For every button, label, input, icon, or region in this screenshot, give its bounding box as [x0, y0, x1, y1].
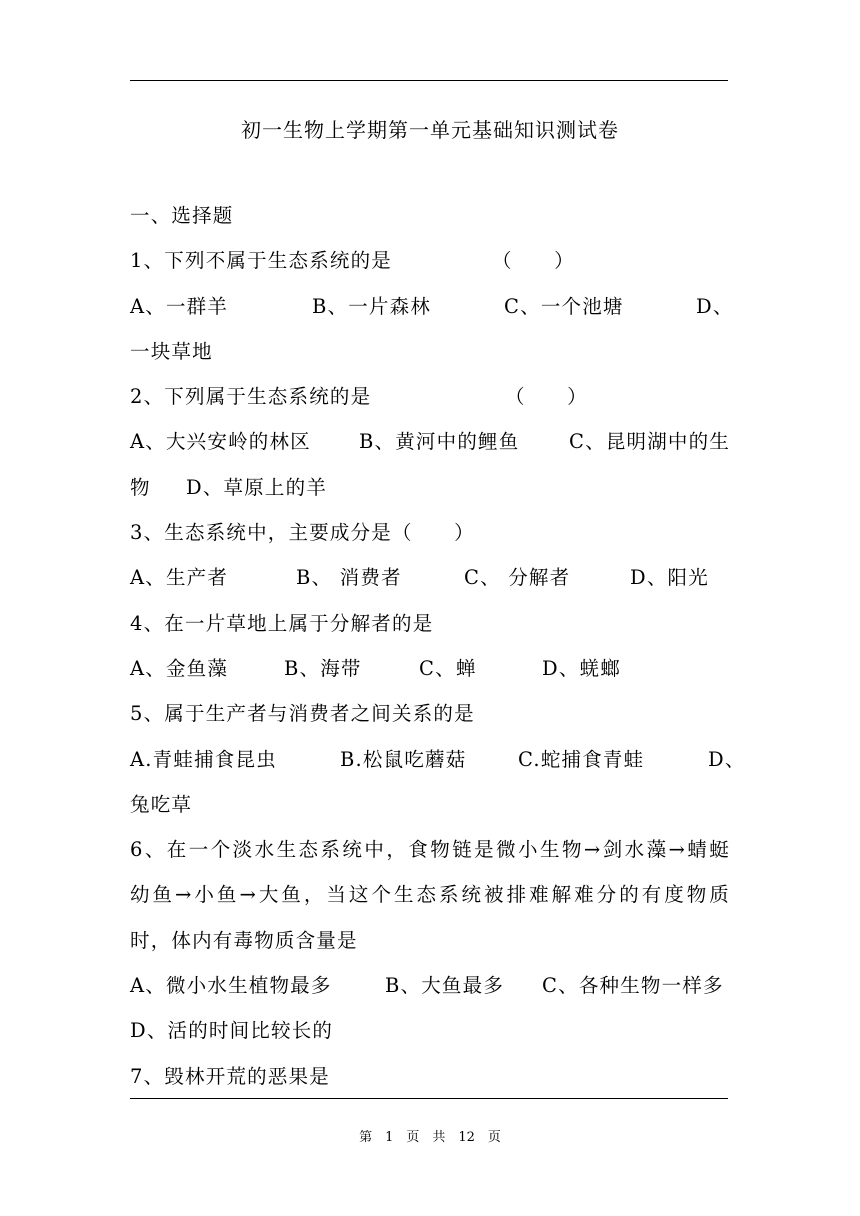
question-6-stem-part-2: 幼鱼→小鱼→大鱼，当这个生态系统被排难解难分的有度物质	[130, 883, 730, 907]
question-4-option-c: C、蝉	[419, 656, 477, 680]
question-body	[130, 202, 746, 1108]
question-6-options-line-2	[130, 1017, 730, 1062]
question-1-stem-line	[130, 247, 730, 292]
page-title: 初一生物上学期第一单元基础知识测试卷	[241, 118, 619, 142]
question-6-stem-line-3	[130, 927, 730, 972]
question-3-option-a: A、生产者	[130, 566, 229, 590]
footer-rule	[130, 1098, 728, 1099]
question-2-stem: 2、下列属于生态系统的是	[130, 385, 372, 409]
question-2-option-a: A、大兴安岭的林区	[130, 430, 311, 454]
question-5-option-c: C.蛇捕食青蛙	[518, 747, 645, 771]
question-5-option-d-text: 兔吃草	[130, 792, 193, 816]
question-6-option-c: C、各种生物一样多	[542, 974, 724, 998]
question-5-stem-line	[130, 700, 730, 745]
page-number: 第 1 页 共 12 页	[359, 1130, 501, 1145]
question-5-option-b: B.松鼠吃蘑菇	[340, 747, 467, 771]
question-5-stem: 5、属于生产者与消费者之间关系的是	[130, 702, 475, 726]
question-2-option-c: C、昆明湖中的生	[569, 430, 731, 454]
question-5-option-d-prefix: D、	[708, 747, 746, 771]
question-1-answer-bracket: （ ）	[492, 249, 575, 273]
question-4-option-d: D、蜣螂	[542, 656, 621, 680]
question-4-stem-line	[130, 610, 730, 655]
question-6-option-a: A、微小水生植物最多	[130, 974, 332, 998]
question-3-options-line	[130, 564, 730, 609]
section-heading-line	[130, 202, 730, 247]
question-2-answer-bracket: （ ）	[505, 385, 588, 409]
question-4-stem: 4、在一片草地上属于分解者的是	[130, 611, 434, 635]
question-7-stem: 7、毁林开荒的恶果是	[130, 1064, 330, 1088]
question-6-stem-part-1: 6、在一个淡水生态系统中，食物链是微小生物→剑水藻→蜻蜓	[130, 838, 730, 862]
question-3-option-c: C、 分解者	[464, 566, 571, 590]
question-7-stem-line	[130, 1063, 730, 1108]
question-6-option-d: D、活的时间比较长的	[130, 1019, 334, 1043]
question-2-option-d: D、草原上的羊	[186, 475, 328, 499]
question-1-options-line	[130, 293, 734, 338]
question-1-option-a: A、一群羊	[130, 294, 229, 318]
question-2-option-b: B、黄河中的鲤鱼	[359, 430, 520, 454]
question-6-option-b: B、大鱼最多	[385, 974, 505, 998]
question-6-stem-line-1	[130, 836, 730, 881]
section-heading: 一、选择题	[130, 204, 234, 227]
question-4-options-line	[130, 655, 730, 700]
question-1-option-d-prefix: D、	[696, 294, 734, 318]
question-6-options-line	[130, 972, 730, 1017]
question-4-option-a: A、金鱼藻	[130, 656, 229, 680]
question-3-option-d: D、阳光	[630, 566, 709, 590]
question-1-options-line-2	[130, 338, 730, 383]
question-1-option-b: B、一片森林	[312, 294, 432, 318]
question-2-option-c-cont: 物	[130, 475, 151, 499]
question-6-stem-part-3: 时，体内有毒物质含量是	[130, 928, 358, 952]
question-2-options-line	[130, 428, 730, 473]
question-5-options-line	[130, 746, 746, 791]
question-1-option-d-text: 一块草地	[130, 339, 213, 363]
question-2-options-line-2	[130, 474, 730, 519]
question-4-option-b: B、海带	[284, 656, 362, 680]
question-3-option-b: B、 消费者	[296, 566, 402, 590]
question-5-option-a: A.青蛙捕食昆虫	[130, 747, 277, 771]
question-1-option-c: C、一个池塘	[504, 294, 624, 318]
question-5-options-line-2	[130, 791, 730, 836]
question-3-stem-line	[130, 519, 730, 564]
question-1-stem: 1、下列不属于生态系统的是	[130, 249, 393, 273]
header-rule	[130, 80, 728, 81]
question-2-stem-line	[130, 383, 730, 428]
question-6-stem-line-2	[130, 881, 730, 926]
question-3-stem: 3、生态系统中，主要成分是（ ）	[130, 521, 475, 545]
